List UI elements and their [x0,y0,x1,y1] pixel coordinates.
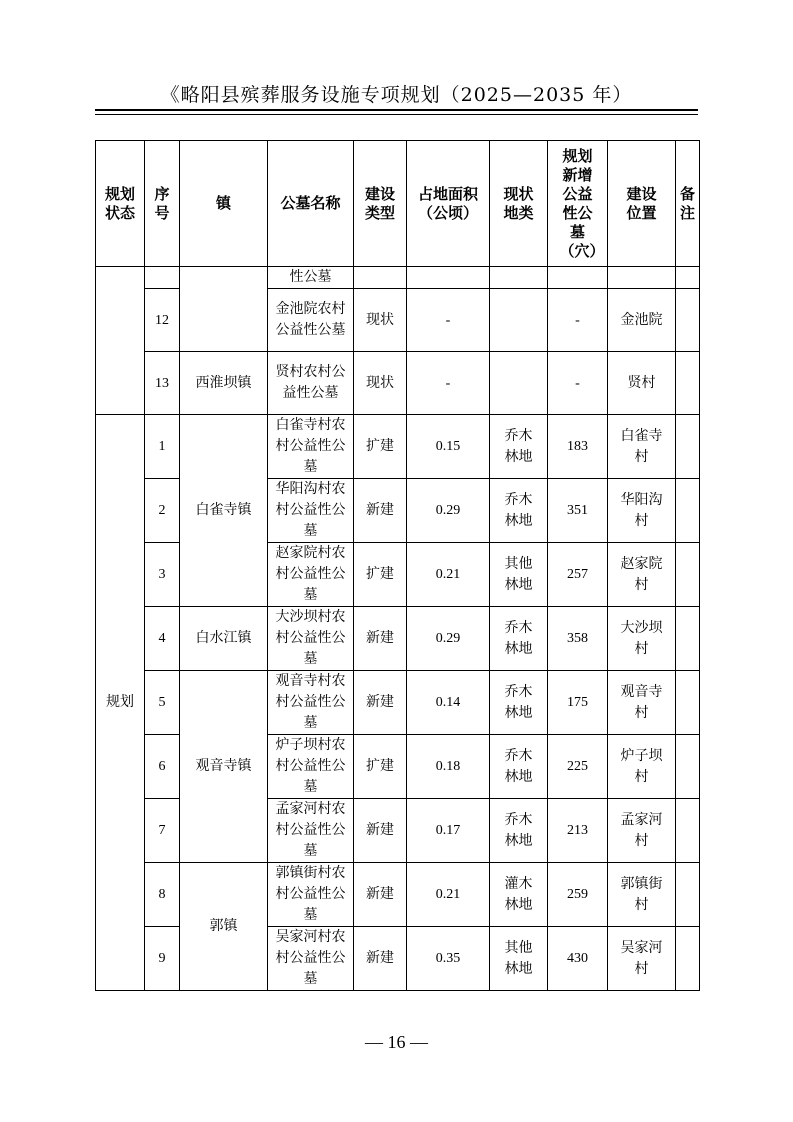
cell-type: 现状 [354,352,407,415]
cell-location: 吴家河村 [608,927,676,991]
cell-status-existing [96,267,145,415]
cell-location: 大沙坝村 [608,607,676,671]
cell-remark [676,863,700,927]
cell-seq: 5 [145,671,180,735]
cell-graves: 183 [548,415,608,479]
cell-area: 0.15 [407,415,490,479]
cell-seq: 1 [145,415,180,479]
cell-name: 郭镇街村农村公益性公墓 [268,863,354,927]
cell-type: 新建 [354,671,407,735]
cell-seq: 7 [145,799,180,863]
cell-graves: 430 [548,927,608,991]
cell-area: - [407,352,490,415]
cell-seq: 4 [145,607,180,671]
cell-graves: 259 [548,863,608,927]
cell-seq: 9 [145,927,180,991]
cell-land: 其他林地 [490,927,548,991]
cell-area: 0.29 [407,479,490,543]
cell-remark [676,479,700,543]
table-row [96,671,700,735]
cell-graves: 257 [548,543,608,607]
cell-location: 郭镇街村 [608,863,676,927]
cell-remark [676,352,700,415]
cell-remark [676,671,700,735]
col-header-name: 公墓名称 [268,141,354,267]
header-rule-thin [95,114,698,115]
cell-remark [676,735,700,799]
cell-area: 0.14 [407,671,490,735]
cell-type: 新建 [354,799,407,863]
cell-town [180,267,268,352]
cell-remark [676,607,700,671]
cell-land: 乔木林地 [490,479,548,543]
cell-seq: 6 [145,735,180,799]
cell-area: 0.21 [407,543,490,607]
col-header-seq: 序号 [145,141,180,267]
col-header-status: 规划状态 [96,141,145,267]
cell-area: 0.21 [407,863,490,927]
cell-name: 白雀寺村农村公益性公墓 [268,415,354,479]
col-header-graves: 规划新增公益性公墓（穴） [548,141,608,267]
cell-remark [676,799,700,863]
cell-seq: 13 [145,352,180,415]
cell-name: 赵家院村农村公益性公墓 [268,543,354,607]
cell-town: 郭镇 [180,863,268,991]
cell-type: 新建 [354,479,407,543]
cell-graves: 213 [548,799,608,863]
col-header-area: 占地面积（公顷） [407,141,490,267]
cell-location: 金池院 [608,289,676,352]
cell-location: 赵家院村 [608,543,676,607]
cell-seq: 3 [145,543,180,607]
header-rule-thick [95,109,698,111]
table-header-row [96,141,700,267]
cell-type: 扩建 [354,543,407,607]
cell-location: 白雀寺村 [608,415,676,479]
cell-town: 白雀寺镇 [180,415,268,607]
cell-land [490,289,548,352]
cell-seq: 2 [145,479,180,543]
cell-status-planned: 规划 [96,415,145,991]
cell-graves: - [548,289,608,352]
cell-land: 乔木林地 [490,415,548,479]
cell-graves: 351 [548,479,608,543]
cell-land: 乔木林地 [490,607,548,671]
cell-graves: 175 [548,671,608,735]
cell-remark [676,927,700,991]
cell-name: 吴家河村农村公益性公墓 [268,927,354,991]
table-row [96,352,700,415]
cell-remark [676,415,700,479]
col-header-land: 现状地类 [490,141,548,267]
cell-graves: 358 [548,607,608,671]
cell-area: 0.17 [407,799,490,863]
table-row [96,607,700,671]
cell-seq [145,267,180,289]
cell-seq: 8 [145,863,180,927]
cell-location: 孟家河村 [608,799,676,863]
cell-land: 乔木林地 [490,799,548,863]
cell-type: 新建 [354,607,407,671]
cell-name: 性公墓 [268,267,354,289]
cell-type: 扩建 [354,735,407,799]
cell-location: 观音寺村 [608,671,676,735]
table-row [96,415,700,479]
cell-location: 贤村 [608,352,676,415]
cell-name: 华阳沟村农村公益性公墓 [268,479,354,543]
cell-location: 炉子坝村 [608,735,676,799]
cell-remark [676,543,700,607]
cell-area: 0.29 [407,607,490,671]
cell-type: 新建 [354,927,407,991]
cell-area: 0.35 [407,927,490,991]
cell-name: 炉子坝村农村公益性公墓 [268,735,354,799]
cell-graves: - [548,352,608,415]
cell-seq: 12 [145,289,180,352]
cell-location: 华阳沟村 [608,479,676,543]
cell-area: - [407,289,490,352]
col-header-type: 建设类型 [354,141,407,267]
cell-name: 金池院农村公益性公墓 [268,289,354,352]
cell-town: 观音寺镇 [180,671,268,863]
cell-remark [676,289,700,352]
cell-type: 扩建 [354,415,407,479]
page-number: — 16 — [365,1032,428,1052]
cell-area: 0.18 [407,735,490,799]
col-header-remark: 备注 [676,141,700,267]
cell-graves: 225 [548,735,608,799]
cell-type: 新建 [354,863,407,927]
table-row [96,863,700,927]
cell-land: 乔木林地 [490,735,548,799]
page-header-title: 《略阳县殡葬服务设施专项规划（2025—2035 年） [160,84,633,106]
cell-town: 西淮坝镇 [180,352,268,415]
cell-land: 乔木林地 [490,671,548,735]
cell-land: 灌木林地 [490,863,548,927]
cell-name: 贤村农村公益性公墓 [268,352,354,415]
cell-name: 孟家河村农村公益性公墓 [268,799,354,863]
col-header-location: 建设位置 [608,141,676,267]
col-header-town: 镇 [180,141,268,267]
table-row-continued [96,267,700,289]
cemetery-plan-table [95,140,700,991]
cell-town: 白水江镇 [180,607,268,671]
cell-name: 观音寺村农村公益性公墓 [268,671,354,735]
cell-land [490,352,548,415]
cell-type: 现状 [354,289,407,352]
cell-land: 其他林地 [490,543,548,607]
cell-name: 大沙坝村农村公益性公墓 [268,607,354,671]
